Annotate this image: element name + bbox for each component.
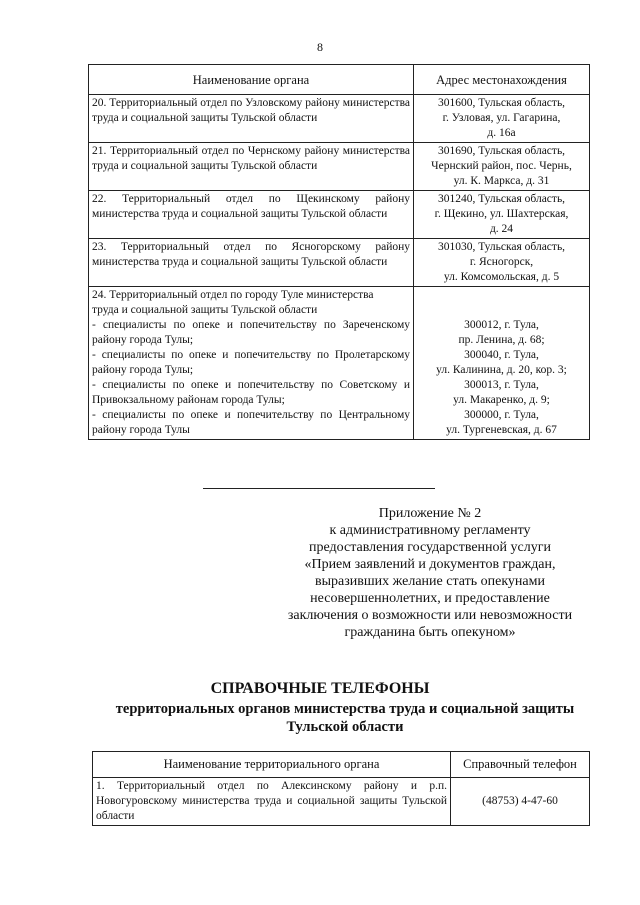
address-line: ул. Комсомольская, д. 5 — [443, 271, 560, 283]
office-name: 21. Территориальный отдел по Чернскому району министерства труда и социальной защиты Тульской области — [89, 143, 414, 191]
appendix-line: гражданина быть опекуном» — [344, 625, 516, 640]
office-name: 20. Территориальный отдел по Узловскому району министерства труда и социальной защиты Тульской области — [89, 95, 414, 143]
organ-name: 1. Территориальный отдел по Алексинскому району и р.п. Новогуровскому министерства труда и социальной защиты Тульской области — [93, 778, 451, 826]
table-row — [89, 239, 590, 287]
offices-address-table — [88, 64, 590, 440]
address-line: г. Щекино, ул. Шахтерская, — [434, 208, 569, 220]
address-line: 301030, Тульская область, — [437, 241, 566, 253]
page-number: 8 — [317, 40, 323, 54]
address-line: ул. К. Маркса, д. 31 — [453, 175, 550, 187]
office-name: 23. Территориальный отдел по Ясногорскому району министерства труда и социальной защиты Тульской области — [89, 239, 414, 287]
table-row — [93, 778, 590, 826]
name-line: - специалисты по опеке и попечительству по Пролетарскому району города Тулы; — [92, 349, 410, 376]
phone-number: (48753) 4-47-60 — [451, 778, 590, 826]
header-address: Адрес местонахождения — [414, 65, 590, 95]
separator-line — [203, 488, 435, 489]
address-line: 300012, г. Тула, — [464, 319, 539, 331]
appendix-block — [270, 505, 590, 641]
address-line: ул. Тургеневская, д. 67 — [446, 424, 557, 436]
appendix-line: Приложение № 2 — [378, 506, 482, 521]
phones-table — [92, 751, 590, 826]
address-line: ул. Макаренко, д. 9; — [453, 394, 550, 406]
address-line: 300013, г. Тула, — [464, 379, 539, 391]
appendix-line: заключения о возможности или невозможности — [287, 608, 573, 623]
office-address-tula — [414, 287, 590, 440]
name-line: - специалисты по опеке и попечительству по Центральному району города Тулы — [92, 409, 410, 436]
office-address — [414, 143, 590, 191]
address-line: д. 24 — [489, 223, 514, 235]
address-line: г. Узловая, ул. Гагарина, — [442, 112, 561, 124]
table-row — [89, 143, 590, 191]
table-row — [89, 191, 590, 239]
address-line: пр. Ленина, д. 68; — [458, 334, 545, 346]
office-address — [414, 239, 590, 287]
appendix-line: предоставления государственной услуги — [309, 540, 551, 555]
address-line: 301600, Тульская область, — [437, 97, 566, 109]
table-row — [89, 95, 590, 143]
address-line: 300000, г. Тула, — [464, 409, 539, 421]
table-header-row — [89, 65, 590, 95]
address-line: ул. Калинина, д. 20, кор. 3; — [436, 364, 567, 376]
address-line: 300040, г. Тула, — [464, 349, 539, 361]
header-organ: Наименование территориального органа — [93, 752, 451, 778]
appendix-line: «Прием заявлений и документов граждан, — [304, 557, 556, 572]
office-address — [414, 191, 590, 239]
address-line: 301690, Тульская область, — [437, 145, 566, 157]
appendix-line: выразивших желание стать опекунами — [315, 574, 545, 589]
office-address — [414, 95, 590, 143]
address-line: 301240, Тульская область, — [437, 193, 566, 205]
name-line: - специалисты по опеке и попечительству по Зареченскому району города Тулы; — [92, 319, 410, 346]
section-title: СПРАВОЧНЫЕ ТЕЛЕФОНЫ — [210, 680, 430, 697]
name-line: - специалисты по опеке и попечительству по Советскому и Привокзальному районам города Тулы; — [92, 379, 410, 406]
office-name-tula — [89, 287, 414, 440]
header-name: Наименование органа — [89, 65, 414, 95]
table-row — [89, 287, 590, 440]
name-line: труда и социальной защиты Тульской области — [92, 304, 318, 316]
section-subtitle: территориальных органов министерства труда и социальной защиты Тульской области — [115, 701, 575, 735]
address-line: Чернский район, пос. Чернь, — [431, 160, 572, 172]
appendix-line: несовершеннолетних, и предоставление — [310, 591, 550, 606]
appendix-line: к административному регламенту — [329, 523, 531, 538]
address-line: д. 16а — [487, 127, 516, 139]
office-name: 22. Территориальный отдел по Щекинскому району министерства труда и социальной защиты Тульской области — [89, 191, 414, 239]
address-line: г. Ясногорск, — [469, 256, 534, 268]
table-header-row — [93, 752, 590, 778]
name-line: 24. Территориальный отдел по городу Туле министерства — [92, 289, 374, 301]
header-phone: Справочный телефон — [451, 752, 590, 778]
